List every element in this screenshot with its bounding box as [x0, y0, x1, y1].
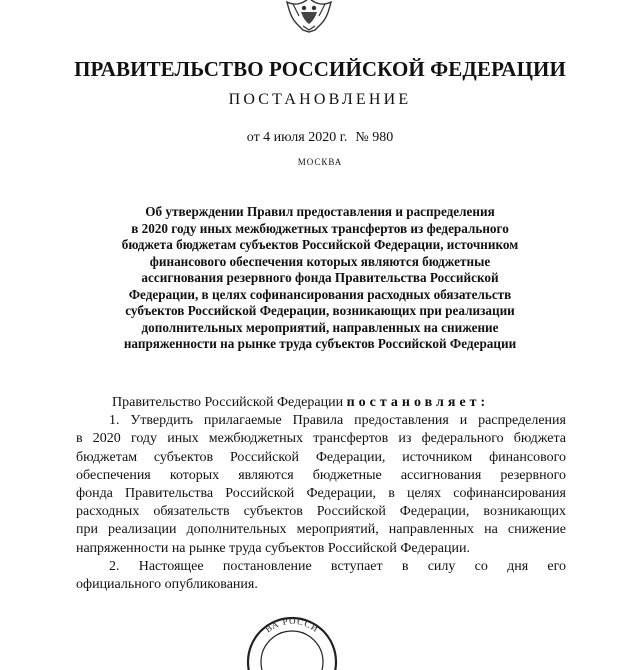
item1-line: бюджетам субъектов Российской Федерации, источником финансового [76, 449, 566, 465]
heading-line: в 2020 году иных межбюджетных трансфертов из федерального [131, 220, 509, 236]
item2-line: 2. Настоящее постановление вступает в силу со дня его [109, 558, 566, 574]
heading-line: финансового обеспечения которых являются бюджетные [149, 253, 491, 269]
official-seal-icon [232, 610, 352, 670]
item1-line: фонда Правительства Российской Федерации, в целях софинансирования [76, 486, 566, 502]
coat-of-arms-icon [273, 0, 345, 34]
heading-line: ассигнования резервного фонда Правительства Российской [141, 270, 499, 285]
document-body [76, 394, 566, 594]
item1-line: 1. Утвердить прилагаемые Правила предоставления и распределения [109, 413, 566, 429]
heading-line: бюджета бюджетам субъектов Российской Федерации, источником [121, 237, 519, 252]
heading-line: Федерации, в целях софинансирования расходных обязательств [128, 286, 512, 302]
document-type: ПОСТАНОВЛЕНИЕ [228, 91, 412, 108]
document-number: № 980 [355, 130, 394, 145]
seal-text: ВА РОССИ [263, 615, 321, 635]
heading-line: напряженности на рынке труда субъектов Российской Федерации [123, 336, 517, 351]
item2-line: официального опубликования. [76, 577, 258, 593]
preamble-line [76, 394, 566, 412]
heading-line: Об утверждении Правил предоставления и распределения [145, 204, 495, 219]
item1-line: в 2020 году иных межбюджетных трансфертов из федерального бюджета [76, 431, 566, 447]
heading-line: дополнительных мероприятий, направленных на снижение [141, 319, 499, 335]
preamble: Правительство Российской Федерации [112, 395, 344, 410]
item1-line: обеспечения которых являются бюджетные ассигнования резервного [76, 467, 566, 483]
item1-line: напряженности на рынке труда субъектов Российской Федерации. [76, 540, 470, 556]
document-heading [80, 204, 560, 353]
document-date: от 4 июля 2020 г. [246, 130, 348, 145]
resolves-word: постановляет: [346, 395, 490, 410]
item1-line: при реализации дополнительных мероприятий, направленных на снижение [76, 522, 566, 538]
heading-line: субъектов Российской Федерации, возникающих при реализации [125, 303, 515, 318]
city: МОСКВА [297, 157, 343, 167]
date-line [0, 130, 640, 146]
government-title: ПРАВИТЕЛЬСТВО РОССИЙСКОЙ ФЕДЕРАЦИИ [74, 57, 566, 81]
item1-line: расходных обязательств субъектов Российской Федерации, возникающих [76, 504, 566, 520]
